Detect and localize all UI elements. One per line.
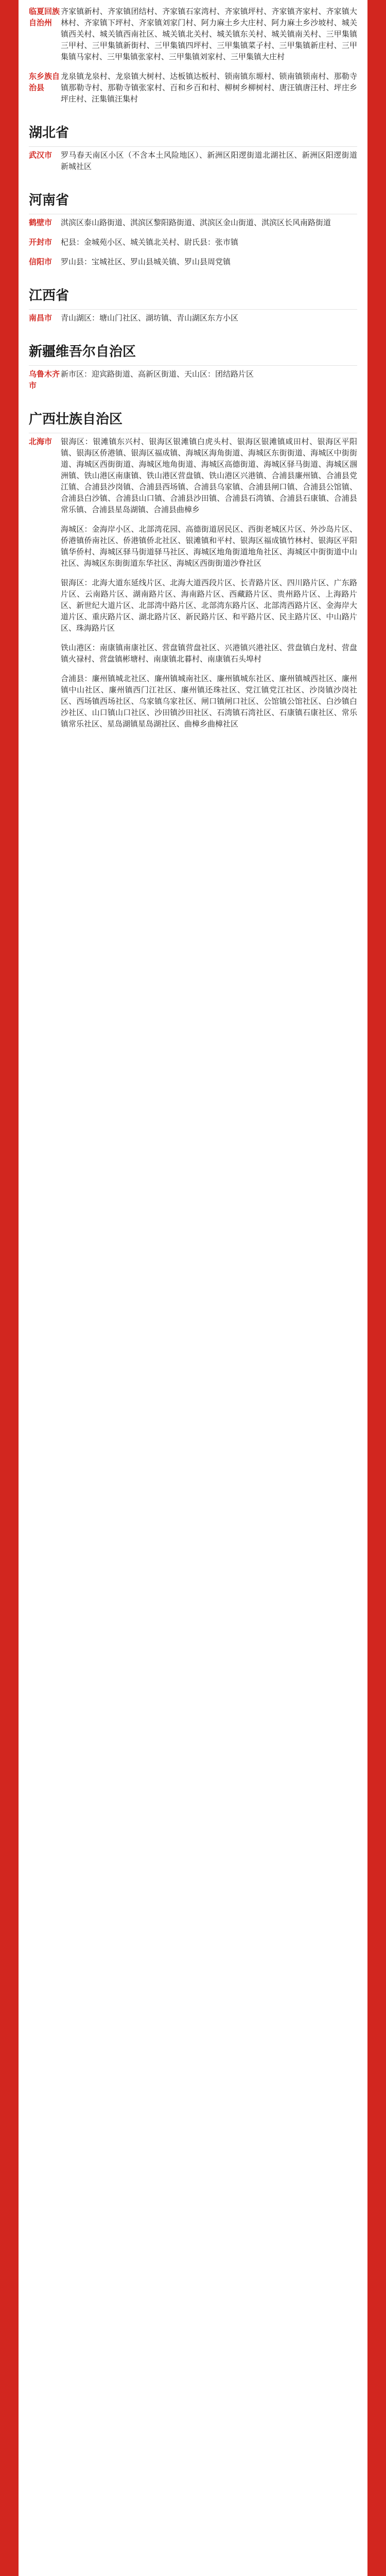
area-content: 罗马春天南区小区（不含本土风险地区）、新洲区阳逻街道北湖社区、新洲区阳逻街道新城社区 bbox=[61, 151, 357, 171]
area-content: 青山湖区：塘山门社区、湖坊镇、青山湖区东方小区 bbox=[61, 314, 239, 323]
province-title: 湖北省 bbox=[29, 125, 69, 140]
area-row bbox=[19, 310, 367, 329]
area-row bbox=[19, 639, 367, 670]
area-row bbox=[19, 3, 367, 68]
area-label bbox=[29, 524, 61, 569]
area-content: 新市区：迎宾路街道、高新区街道、天山区：团结路片区 bbox=[61, 370, 254, 379]
area-label bbox=[29, 673, 61, 730]
area-row bbox=[19, 670, 367, 735]
area-row bbox=[19, 366, 367, 397]
area-row bbox=[19, 574, 367, 639]
area-label: 信阳市 bbox=[29, 258, 52, 266]
document-page bbox=[19, 0, 367, 2576]
area-label: 鹤壁市 bbox=[29, 218, 52, 227]
province-title: 新疆维吾尔自治区 bbox=[29, 344, 136, 359]
area-content: 银海区：银滩镇东兴村、银海区银滩镇白虎头村、银海区银滩镇咸田村、银海区平阳镇、银海区侨港镇、银海区福成镇、海城区海角街道、海城区东街街道、海城区中街街道、海城区西街街道、海城区地角街道、海城区高德街道、海城区驿马街道、海城区涠洲镇、铁山港区南康镇、铁山港区营盘镇、铁山港区兴港镇、合浦县廉州镇、合浦县党江镇、合浦县沙岗镇、合浦县西场镇、合浦县乌家镇、合浦县闸口镇、合浦县公馆镇、合浦县白沙镇、合浦县山口镇、合浦县沙田镇、合浦县石湾镇、合浦县石康镇、合浦县常乐镇、合浦县星岛湖镇、合浦县曲樟乡 bbox=[61, 437, 357, 514]
area-content: 齐家镇新村、齐家镇团结村、齐家镇石家湾村、齐家镇坪村、齐家镇齐家村、齐家镇大林村、齐家镇下坪村、齐家镇刘家门村、阿力麻土乡大庄村、阿力麻土乡沙坡村、城关镇西关村、城关镇西南社区、城关镇北关村、城关镇东关村、城关镇南关村、三甲集镇三甲村、三甲集镇新街村、三甲集镇四坪村、三甲集镇菜子村、三甲集镇新庄村、三甲集镇马家村、三甲集镇张家村、三甲集镇刘家村、三甲集镇大庄村 bbox=[61, 7, 357, 61]
area-content: 龙泉镇龙泉村、龙泉镇大树村、达板镇达板村、锁南镇东塬村、锁南镇锁南村、那勒寺镇那勒寺村、那勒寺镇张家村、百和乡百和村、柳树乡柳树村、唐汪镇唐汪村、坪庄乡坪庄村、汪集镇汪集村 bbox=[61, 72, 357, 104]
area-row bbox=[19, 521, 367, 574]
area-row bbox=[19, 234, 367, 253]
province-title: 江西省 bbox=[29, 287, 69, 303]
area-label bbox=[29, 578, 61, 634]
province-title: 河南省 bbox=[29, 192, 69, 208]
area-content: 海城区：金海岸小区、北部湾花园、高德街道居民区、西街老城区片区、外沙岛片区、侨港镇侨南社区、侨港镇侨北社区、银滩镇和平村、银海区福成镇竹林村、银海区平阳镇华侨村、海城区驿马街道驿马社区、海城区地角街道地角社区、海城区中街街道中山社区、海城区东街街道东华社区、海城区西街街道沙脊社区 bbox=[61, 525, 357, 568]
area-row bbox=[19, 433, 367, 521]
area-label: 北海市 bbox=[29, 437, 52, 446]
area-content: 银海区：北海大道东延线片区、北海大道西段片区、长青路片区、四川路片区、广东路片区、云南路片区、湖南路片区、海南路片区、西藏路片区、贵州路片区、上海路片区、新世纪大道片区、北部湾中路片区、北部湾东路片区、北部湾西路片区、金海岸大道片区、重庆路片区、湖北路片区、新民路片区、和平路片区、民主路片区、中山路片区、珠海路片区 bbox=[61, 579, 357, 633]
area-label bbox=[29, 642, 61, 665]
area-content: 罗山县：宝城社区、罗山县城关镇、罗山县周党镇 bbox=[61, 258, 231, 266]
area-row bbox=[19, 68, 367, 110]
area-label: 南昌市 bbox=[29, 314, 52, 323]
area-content: 铁山港区：南康镇南康社区、营盘镇营盘社区、兴港镇兴港社区、营盘镇白龙村、营盘镇火禄村、营盘镇彬塘村、南康镇北暮村、南康镇石头埠村 bbox=[61, 643, 357, 664]
area-label: 开封市 bbox=[29, 238, 52, 247]
area-label: 武汉市 bbox=[29, 151, 52, 160]
area-label: 乌鲁木齐市 bbox=[29, 370, 60, 390]
area-row bbox=[19, 214, 367, 234]
area-content: 杞县：金城苑小区、城关镇北关村、尉氏县：张市镇 bbox=[61, 238, 239, 247]
area-content: 合浦县：廉州镇城北社区、廉州镇城南社区、廉州镇城东社区、廉州镇城西社区、廉州镇中山社区、廉州镇西门江社区、廉州镇还珠社区、党江镇党江社区、沙岗镇沙岗社区、西场镇西场社区、乌家镇乌家社区、闸口镇闸口社区、公馆镇公馆社区、白沙镇白沙社区、山口镇山口社区、沙田镇沙田社区、石湾镇石湾社区、石康镇石康社区、常乐镇常乐社区、星岛湖镇星岛湖社区、曲樟乡曲樟社区 bbox=[61, 674, 357, 728]
section-continued bbox=[19, 0, 367, 110]
province-title: 广西壮族自治区 bbox=[29, 411, 123, 427]
area-row bbox=[19, 253, 367, 273]
area-row bbox=[19, 147, 367, 178]
area-label: 东乡族自治县 bbox=[29, 72, 60, 92]
area-content: 淇滨区泰山路街道、淇滨区黎阳路街道、淇滨区金山街道、淇滨区长风南路街道 bbox=[61, 218, 331, 227]
area-label: 临夏回族自治州 bbox=[29, 7, 60, 27]
